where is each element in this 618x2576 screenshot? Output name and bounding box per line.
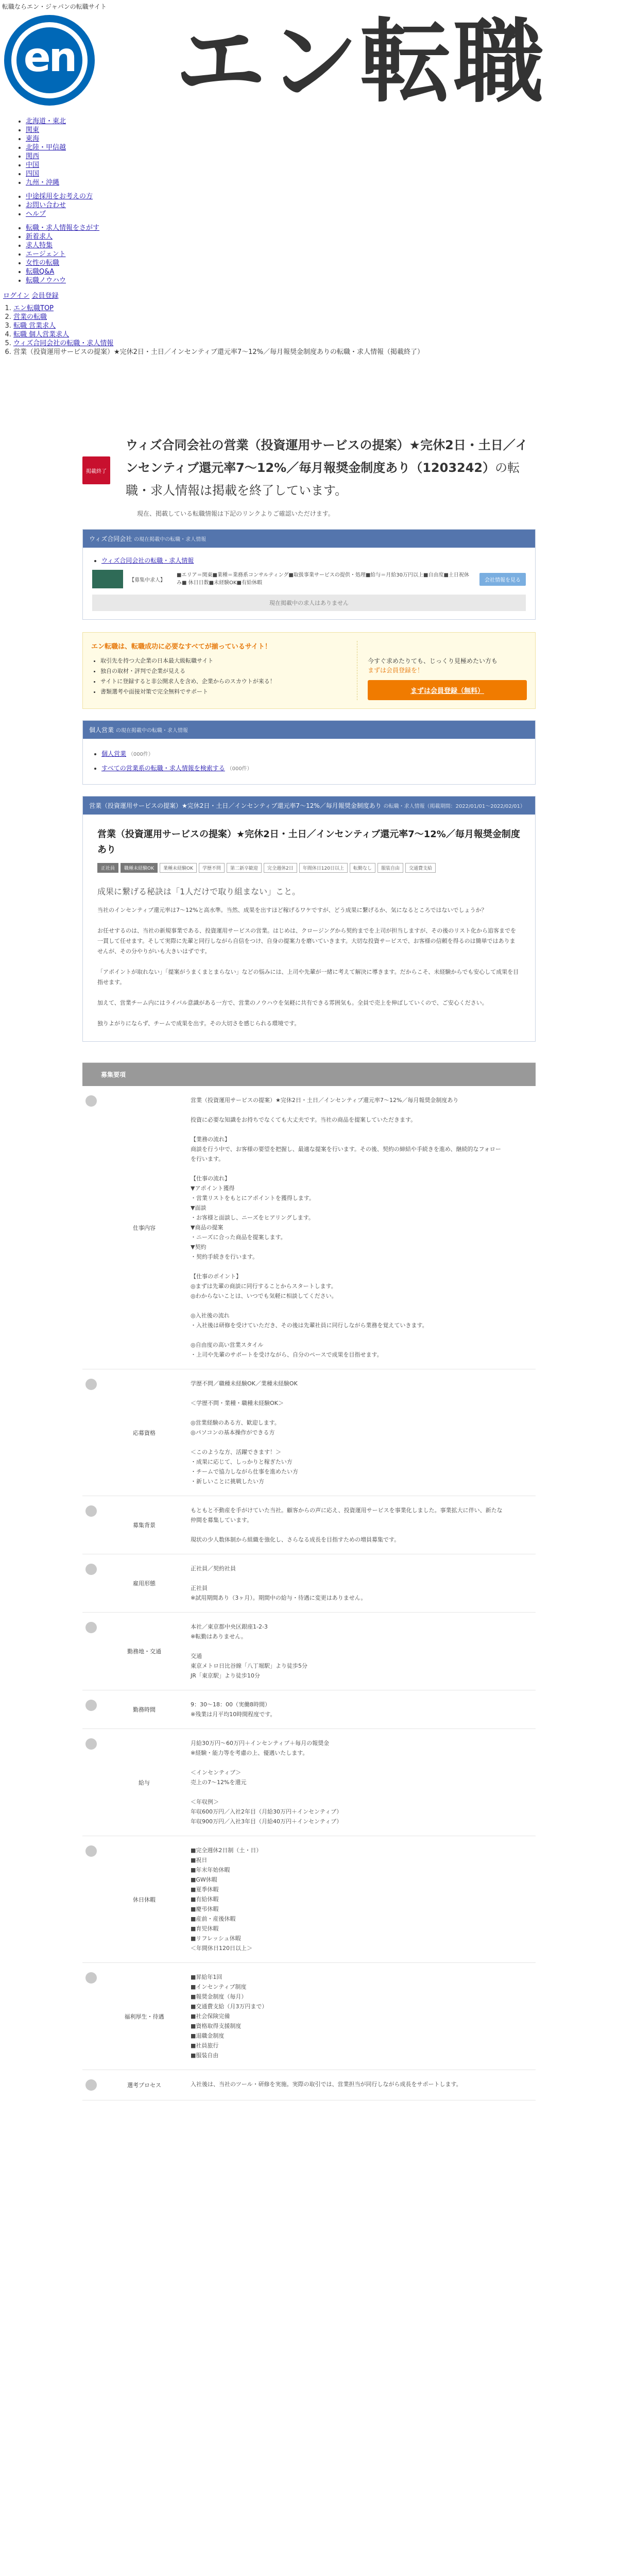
- requirement-icon: [85, 1379, 97, 1390]
- expired-job: 営業（投資運用サービスの提案）★完休2日・土日／インセンティブ還元率7～12%／毎月報奨金制度あり（1203242）: [126, 438, 528, 475]
- company-jobs-link[interactable]: ウィズ合同会社の転職・求人情報: [101, 557, 194, 564]
- promo-item: • 取引先を持つ大企業の日本最大級転職サイト: [100, 656, 357, 666]
- requirement-row: [82, 1836, 536, 1963]
- expired-suffix: の転職・求人情報は掲載を終了しています。: [126, 461, 520, 498]
- breadcrumb-link[interactable]: 転職 営業求人: [13, 322, 56, 330]
- requirement-value: ■昇給年1回 ■インセンティブ制度 ■報奨金制度（毎月） ■交通費支給（月3万円まで） ■社会保険完備 ■資格取得支援制度 ■退職金制度 ■社員旅行 ■服装自由: [191, 1974, 268, 2059]
- company-description: ■エリア＝関東■業種＝業務系コンサルティング■取扱事業サービスの提供・処理■給与＝月給30万円以上■自由度■土日祝休み■ 休日日数■未経験OK■有給休暇: [177, 572, 469, 586]
- job-panel-title: 営業（投資運用サービスの提案）★完休2日・土日／インセンティブ還元率7～12%／毎月報奨金制度あり: [89, 802, 382, 809]
- region-item: [26, 152, 618, 161]
- promo-cta-area: [357, 641, 527, 700]
- promo-lead-emphasis: まずは会員登録を！: [368, 667, 424, 674]
- requirement-row: [82, 2070, 536, 2100]
- requirement-icon-cell: [82, 2079, 98, 2091]
- promo-lead-line: 今すぐ求めたりても、じっくり見極めたい方も: [368, 657, 498, 665]
- requirement-icon: [85, 2079, 97, 2091]
- region-item: [26, 126, 618, 134]
- requirement-icon-cell: [82, 1564, 98, 1603]
- region-list: [0, 117, 618, 187]
- related-panel-body: [83, 739, 535, 784]
- site-tagline: 転職ならエン・ジャパンの転職サイト: [2, 3, 107, 10]
- requirement-value: 営業（投資運用サービスの提案）★完休2日・土日／インセンティブ還元率7～12%／毎月報奨金制度あり 投資に必要な知識をお持ちでなくても大丈夫です。当社の商品を提案していただきます。 【業務の流れ】 商談を行う中で、お客様の要望を把握し、最適な提案を行います。その後、契約の締結や手続きを進め、継続的なフォローを行います。 【仕事の流れ】 ▼アポイント獲得 ・営業リストをもとにアポイントを獲得します。 ▼面談 ・お客様と面談し、ニーズをヒアリングします。 ▼商品の提案 ・ニーズに合った商品を提案します。 ▼契約 ・契約手続きを行います。 【仕事のポイント】 ◎まずは先輩の商談に同行することからスタートします。 ◎わからないことは、いつでも気軽に相談してください。 ◎入社後の流れ ・入社後は研修を受けていただき、その後は先輩社員に同行しながら業務を覚えていきます。 ◎自由度の高い営業スタイル ・上司や先輩のサポートを受けながら、自分のペースで成果を目指せます。: [191, 1097, 501, 1358]
- promo-list: [91, 656, 357, 697]
- signup-promo: [82, 632, 536, 709]
- requirement-icon-cell: [82, 1095, 98, 1360]
- requirement-icon: [85, 1738, 97, 1750]
- region-item: [26, 117, 618, 126]
- service-link[interactable]: 女性の転職: [26, 259, 60, 267]
- guide-link[interactable]: お問い合わせ: [26, 201, 66, 209]
- company-panel-title: ウィズ合同会社: [89, 535, 132, 543]
- job-requirements: [82, 1062, 536, 2100]
- requirement-row: [82, 1369, 536, 1496]
- region-link[interactable]: 関東: [26, 126, 40, 134]
- company-tags: 【募集中求人】: [129, 577, 165, 583]
- job-tag: 第二新卒歓迎: [227, 863, 262, 873]
- expired-company: ウィズ合同会社の: [126, 438, 224, 452]
- job-tag: 正社員: [97, 863, 118, 873]
- job-tag: 転勤なし: [350, 863, 375, 873]
- breadcrumb-link[interactable]: 転職 個人営業求人: [13, 331, 70, 338]
- job-tag: 完全週休2日: [264, 863, 297, 873]
- service-link[interactable]: エージェント: [26, 250, 66, 258]
- service-link[interactable]: 転職・求人情報をさがす: [26, 224, 100, 232]
- requirement-icon: [85, 1505, 97, 1517]
- job-tag: 交通費支給: [405, 863, 436, 873]
- breadcrumb: [0, 304, 618, 357]
- requirement-icon-cell: [82, 1379, 98, 1486]
- service-link[interactable]: 転職Q&A: [26, 268, 55, 276]
- expired-note: 現在、掲載している転職情報は下記のリンクよりご確認いただけます。: [137, 510, 334, 517]
- requirement-value: 9：30～18：00（実働8時間） ※残業は月平均10時間程度です。: [191, 1701, 276, 1718]
- breadcrumb-link[interactable]: 営業の転職: [13, 313, 47, 321]
- logo-letters: en: [23, 35, 76, 81]
- requirement-value: 月給30万円～60万円＋インセンティブ＋毎月の報奨金 ※経験・能力等を考慮の上、優遇いたします。 ＜インセンティブ＞ 売上の7～12%を還元 ＜年収例＞ 年収600万円／入社2年目（月給30万円＋インセンティブ） 年収900万円／入社3年目（月給40万円＋インセンティブ）: [191, 1740, 342, 1825]
- region-link[interactable]: 東海: [26, 135, 40, 143]
- requirement-row: [82, 1554, 536, 1613]
- en-logo-mark[interactable]: [4, 15, 95, 106]
- related-jobs-panel: [82, 720, 536, 785]
- service-item: [26, 250, 618, 259]
- requirement-value: ■完全週休2日制（土・日） ■祝日 ■年末年始休暇 ■GW休暇 ■夏季休暇 ■有給休暇 ■慶弔休暇 ■産前・産後休暇 ■育児休暇 ■リフレッシュ休暇 ＜年間休日120日以上＞: [191, 1847, 262, 1952]
- company-jobs-panel: [82, 529, 536, 620]
- requirement-icon: [85, 1622, 97, 1633]
- job-tag: 業種未経験OK: [160, 863, 197, 873]
- brand-wordmark: エン転職: [175, 9, 546, 115]
- requirement-label: 給与: [139, 1779, 150, 1786]
- service-item: [26, 232, 618, 241]
- region-item: [26, 170, 618, 178]
- requirement-value: 本社／東京都中央区銀座1-2-3 ※転勤はありません。 交通 東京メトロ日比谷線「八丁堀駅」より徒歩5分 JR「東京駅」より徒歩10分: [191, 1623, 307, 1679]
- company-info-button[interactable]: 会社情報を見る: [479, 573, 526, 586]
- service-item: [26, 241, 618, 250]
- promo-item: • サイトに登録すると非公開求人を含め、企業からのスカウトが来る！: [100, 676, 357, 687]
- region-link[interactable]: 北海道・東北: [26, 117, 66, 125]
- company-thumbnail: [92, 570, 123, 588]
- region-link[interactable]: 九州・沖縄: [26, 179, 60, 187]
- related-panel-title: 個人営業: [89, 726, 114, 734]
- requirement-row: [82, 1086, 536, 1369]
- register-link[interactable]: 会員登録: [31, 292, 59, 300]
- requirement-value: もともと不動産を手がけていた当社。顧客からの声に応え、投資運用サービスを事業化しました。事業拡大に伴い、新たな仲間を募集しています。 現状の少人数体制から組織を強化し、さらなる成長を目指すための増員募集です。: [191, 1507, 503, 1543]
- job-tag: 服装自由: [377, 863, 403, 873]
- breadcrumb-item: [13, 348, 618, 357]
- promo-benefits: [91, 641, 357, 700]
- requirement-icon-cell: [82, 1738, 98, 1826]
- region-link[interactable]: 四国: [26, 170, 40, 178]
- requirement-icon: [85, 1095, 97, 1107]
- site-logo[interactable]: [0, 11, 618, 114]
- promo-title: エン転職は、転職成功に必要なすべてが揃っているサイト！: [91, 643, 271, 651]
- job-tag: 学歴不問: [199, 863, 225, 873]
- service-link[interactable]: 求人特集: [26, 242, 53, 249]
- job-tag: 職種未経験OK: [121, 863, 158, 873]
- region-item: [26, 134, 618, 143]
- login-links: [3, 290, 618, 300]
- requirement-row: [82, 1496, 536, 1554]
- region-link[interactable]: 中国: [26, 161, 40, 169]
- requirement-icon: [85, 1972, 97, 1984]
- job-title: 営業（投資運用サービスの提案）★完休2日・土日／インセンティブ還元率7～12%／毎月報奨金制度あり: [97, 829, 520, 855]
- guide-item: [26, 201, 618, 210]
- requirement-row: [82, 1613, 536, 1690]
- requirement-icon-cell: [82, 1505, 98, 1545]
- requirement-icon: [85, 1700, 97, 1711]
- requirements-table: [82, 1086, 536, 2100]
- service-item: [26, 267, 618, 276]
- requirement-icon-cell: [82, 1622, 98, 1681]
- company-panel-header: [83, 530, 535, 548]
- service-link[interactable]: 転職ノウハウ: [26, 277, 66, 284]
- guide-links: [0, 192, 618, 218]
- requirement-icon: [85, 1564, 97, 1575]
- related-links: [92, 747, 526, 776]
- company-panel-subtitle: の現在掲載中の転職・求人情報: [134, 537, 207, 543]
- requirement-label: 勤務時間: [133, 1706, 156, 1713]
- company-card: [92, 570, 526, 588]
- breadcrumb-item: [13, 321, 618, 330]
- job-panel-header: [83, 796, 535, 815]
- guide-link[interactable]: ヘルプ: [26, 210, 46, 218]
- service-link[interactable]: 新着求人: [26, 233, 53, 241]
- expired-notice: [82, 434, 536, 502]
- requirement-value: 正社員／契約社員 正社員 ※試用期間あり（3ヶ月）。期間中の給与・待遇に変更はありません。: [191, 1565, 367, 1601]
- breadcrumb-link[interactable]: ウィズ合同会社の転職・求人情報: [13, 340, 114, 347]
- job-intro-text: 当社のインセンティブ還元率は7～12%と高水準。当然、成果を出すほど稼げるワケですが、どう成果に繋げるか、気になるところではないでしょうか？ お任せするのは、当社の新規事業である、投資運用サービスの営業。はじめは、クロージングから契約までを上司が担当しますが、その後のリスト化から追客までを一貫して任せます。そして実際に先輩と同行しながら自信をつけ、自身の提案力を磨いていきます。大切な投資サービスで、お客様の信頼を得るのは簡単ではありませんが、その分やりがいも大きいはずです。 「アポイントが取れない」「提案がうまくまとまらない」などの悩みには、上司や先輩が一緒に考えて解決に導きます。だからこそ、未経験からでも安心して成果を目指せます。 加えて、営業チーム内にはライバル意識がある一方で、営業のノウハウを気軽に共有できる雰囲気も。全員で売上を伸ばしていくので、ご安心ください。 独りよがりにならず、チームで成果を出す。その大切さを感じられる環境です。: [97, 907, 519, 1027]
- service-links: [0, 224, 618, 285]
- requirement-label: 応募資格: [133, 1429, 156, 1436]
- related-panel-header: [83, 721, 535, 739]
- job-detail-panel: [82, 796, 536, 1042]
- related-count: （000件）: [227, 766, 252, 772]
- related-link-individual-sales[interactable]: 個人営業: [101, 750, 127, 757]
- requirement-label: 選考プロセス: [127, 2082, 161, 2089]
- guide-item: [26, 210, 618, 218]
- promo-item: • 独自の取材・評判で企業が見える: [100, 666, 357, 676]
- requirement-icon-cell: [82, 1845, 98, 1953]
- guide-item: [26, 192, 618, 201]
- main-content: [82, 434, 536, 2100]
- requirement-label: 福利厚生・待遇: [124, 2013, 164, 2020]
- requirement-row: [82, 1729, 536, 1836]
- requirement-value: 入社後は、当社のツール・研修を実施。実際の取引では、営業担当が同行しながら成長をサポートします。: [191, 2081, 462, 2088]
- region-link[interactable]: 北陸・甲信越: [26, 144, 66, 151]
- promo-lead: [368, 656, 527, 675]
- requirement-icon-cell: [82, 1972, 98, 2060]
- related-link-all-sales[interactable]: すべての営業系の転職・求人情報を検索する: [101, 765, 225, 772]
- requirement-label: 雇用形態: [133, 1580, 156, 1587]
- requirement-value: 学歴不問／職種未経験OK／業種未経験OK ＜学歴不問・業種・職種未経験OK＞ ◎営業経験のある方、歓迎します。 ◎パソコンの基本操作ができる方 ＜このような方、活躍できます！＞ ・成果に応じて、しっかりと稼ぎたい方 ・チームで協力しながら仕事を進めたい方 ・新しいことに挑戦したい方: [191, 1380, 298, 1485]
- requirement-label: 仕事内容: [133, 1224, 156, 1231]
- related-panel-subtitle: の現在掲載中の転職・求人情報: [115, 728, 188, 734]
- region-item: [26, 143, 618, 152]
- no-jobs-bar: 現在掲載中の求人はありません: [92, 595, 526, 611]
- register-cta-button[interactable]: まずは会員登録（無料）: [368, 680, 527, 700]
- requirement-label: 勤務地・交通: [127, 1648, 161, 1655]
- job-catchphrase: 成果に繋げる秘訣は「1人だけで取り組まない」こと。: [97, 887, 301, 896]
- job-panel-body: [83, 815, 535, 1041]
- login-link[interactable]: ログイン: [3, 292, 30, 300]
- service-item: [26, 224, 618, 232]
- requirement-label: 募集背景: [133, 1522, 156, 1529]
- requirement-icon-cell: [82, 1700, 98, 1719]
- region-item: [26, 161, 618, 170]
- expired-badge: 掲載終了: [82, 456, 110, 484]
- job-tags: [97, 863, 521, 873]
- expired-message: [126, 434, 536, 502]
- requirement-row: [82, 1963, 536, 2070]
- requirement-icon: [85, 1845, 97, 1857]
- breadcrumb-current: 営業（投資運用サービスの提案）★完休2日・土日／インセンティブ還元率7～12%／毎月報奨金制度ありの転職・求人情報（掲載終了）: [13, 348, 424, 356]
- job-tag: 年間休日120日以上: [299, 863, 348, 873]
- related-count: （000件）: [128, 752, 153, 757]
- breadcrumb-item: [13, 304, 618, 313]
- region-item: [26, 178, 618, 187]
- job-panel-subtitle: の転職・求人情報（掲載期間：2022/01/01～2022/02/01）: [383, 804, 525, 809]
- requirement-row: [82, 1690, 536, 1729]
- region-link[interactable]: 関西: [26, 152, 40, 160]
- company-panel-body: [83, 548, 535, 619]
- service-item: [26, 276, 618, 285]
- breadcrumb-link[interactable]: エン転職TOP: [13, 304, 54, 312]
- breadcrumb-item: [13, 339, 618, 348]
- promo-item: • 書類選考や面接対策で完全無料でサポート: [100, 687, 357, 697]
- service-item: [26, 259, 618, 267]
- requirements-header: 募集要項: [82, 1063, 536, 1086]
- guide-link[interactable]: 中途採用をお考えの方: [26, 193, 93, 200]
- requirement-label: 休日休暇: [133, 1896, 156, 1903]
- breadcrumb-item: [13, 330, 618, 339]
- breadcrumb-item: [13, 313, 618, 321]
